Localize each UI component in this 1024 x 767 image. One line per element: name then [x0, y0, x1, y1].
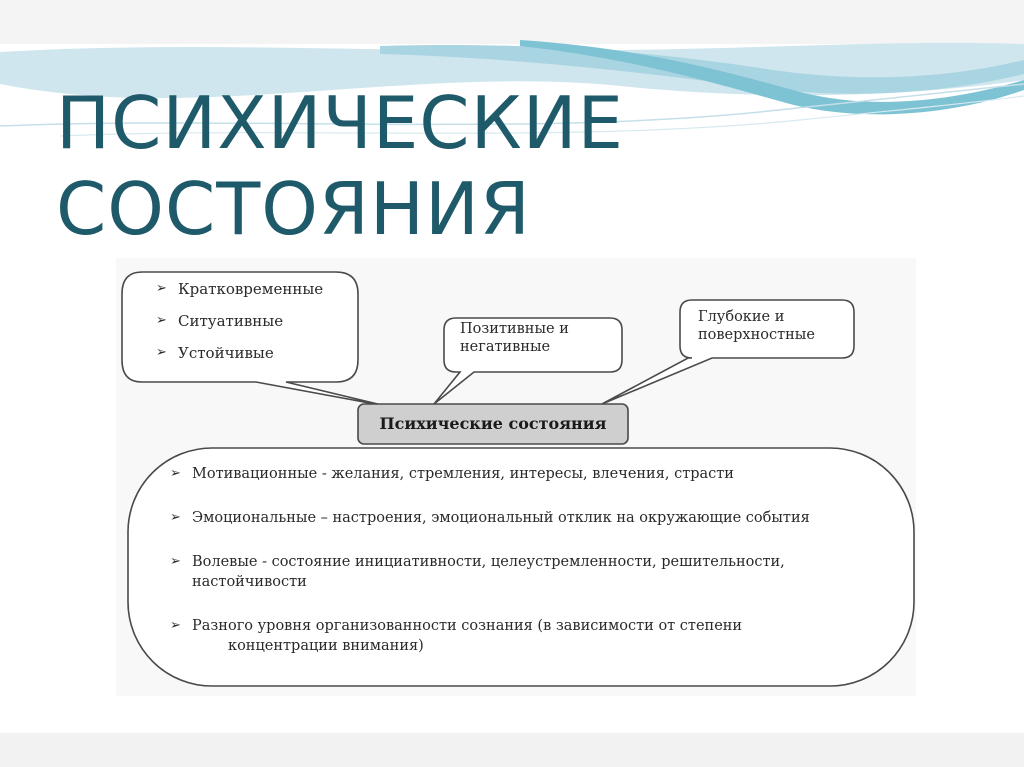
top-frame-band: [0, 0, 1024, 44]
title-line-1: ПСИХИЧЕСКИЕ: [56, 81, 625, 165]
list-item-label: Волевые - состояние инициативности, целеустремленности, решительности, настойчивости: [192, 554, 785, 590]
list-item: [170, 508, 850, 528]
slide-title: [56, 80, 756, 252]
list-item: [170, 616, 850, 656]
arrowhead-bullet-icon: ➢: [156, 313, 167, 328]
valence-callout-text: Позитивные и негативные: [460, 321, 569, 355]
list-item: [170, 464, 850, 484]
list-item: [170, 552, 850, 592]
list-item-label: Устойчивые: [178, 344, 274, 362]
list-item-label: Разного уровня организованности сознания (в зависимости от степени: [192, 618, 743, 634]
duration-list: [156, 278, 356, 374]
depth-callout-text: Глубокие и поверхностные: [698, 309, 815, 343]
arrowhead-bullet-icon: ➢: [170, 510, 181, 525]
list-item-continuation: концентрации внимания): [228, 638, 424, 654]
list-item-label: Кратковременные: [178, 280, 324, 298]
arrowhead-bullet-icon: ➢: [170, 618, 181, 633]
states-diagram: [116, 258, 916, 696]
list-item: [156, 278, 356, 310]
list-item: [156, 310, 356, 342]
list-item-label: Эмоциональные – настроения, эмоциональный отклик на окружающие события: [192, 510, 810, 526]
list-item-label: Мотивационные - желания, стремления, интересы, влечения, страсти: [192, 466, 734, 482]
arrowhead-bullet-icon: ➢: [156, 345, 167, 360]
list-item: [156, 342, 356, 374]
list-item-label: Ситуативные: [178, 312, 284, 330]
bottom-frame-band: [0, 733, 1024, 767]
types-list: [170, 464, 850, 656]
arrowhead-bullet-icon: ➢: [156, 281, 167, 296]
arrowhead-bullet-icon: ➢: [170, 554, 181, 569]
arrowhead-bullet-icon: ➢: [170, 466, 181, 481]
central-node-label: Психические состояния: [379, 414, 607, 433]
title-line-2: СОСТОЯНИЯ: [56, 167, 531, 251]
